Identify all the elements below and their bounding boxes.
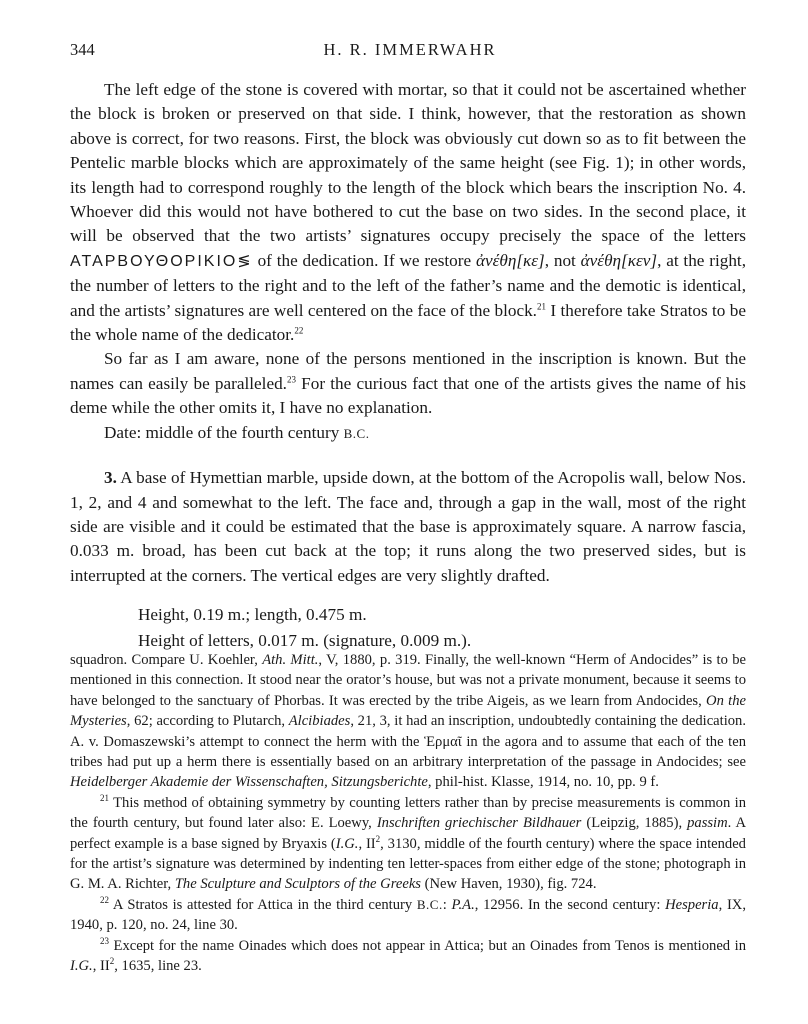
page-number: 344 [70, 40, 95, 59]
greek-restoration-2: ἀνέθη[κεν] [580, 250, 658, 270]
footnote-23: $^{23}$ Except for the name Oinades which does not appear in Attica; but an Oinades from Tenos is mentioned in I.G., $II^2$, 1635, line 23. [70, 935, 746, 975]
footnote-22: $^{22}$ A Stratos is attested for Attica in the third century B.C.: P.A., 12956. In the second century: Hesperia, IX, 1940, p. 120, no. 24, line 30. [70, 895, 746, 934]
paragraph-persons: So far as I am aware, none of the persons mentioned in the inscription is known. But the names can easily be paralleled.$^{23}$ For the curious fact that one of the artists gives the name of his deme while the other omits it, I have no explanation. [70, 349, 746, 418]
running-head-author: H. R. IMMERWAHR [323, 40, 497, 59]
footnote-number: 22 [100, 895, 109, 906]
footnotes [70, 650, 746, 977]
footnote-ref-23[interactable]: 23 [286, 374, 296, 385]
inscription-letters: ΑΤΑΡΒΟΥΘΟΡΙΚΙΟ≶ [70, 252, 253, 270]
measurement-dimensions: Height, 0.19 m.; length, 0.475 m. [138, 605, 367, 625]
footnote-ref-21[interactable]: 21 [536, 300, 546, 311]
main-text [70, 78, 746, 654]
footnote-21: $^{21}$ This method of obtaining symmetry by counting letters rather than by precise measurements is common in the fourth century, but found later also: E. Loewy, Inschriften griechischer Bildhauer (Leipzig, 1885), passim. A perfect example is a base signed by Bryaxis (I.G., $II^2$, 3130, middle of the fourth century) where the space intended for the artist’s signature was determined by indenting ten letter-spaces from either edge of the stone; photograph in G. M. A. Richter, The Sculpture and Sculptors of the Greeks (New Haven, 1930), fig. 724. [70, 792, 747, 893]
date-line: Date: middle of the fourth century B.C. [104, 422, 370, 442]
item-number: 3. [104, 468, 117, 488]
paragraph-item-3: 3. A base of Hymettian marble, upside down, at the bottom of the Acropolis wall, below Nos. 1, 2, and 4 and somewhat to the left. The face and, through a gap in the wall, most of the right side are visible and it could be estimated that the base is approximately square. A narrow fascia, 0.033 m. broad, has been cut back at the top; it runs along the two preserved sides, but is interrupted at the corners. The vertical edges are very slightly drafted. [70, 468, 746, 585]
measurement-letters: Height of letters, 0.017 m. (signature, 0.009 m.). [138, 631, 472, 651]
footnote-number: 21 [100, 792, 109, 803]
footnote-continuation: squadron. Compare U. Koehler, Ath. Mitt., V, 1880, p. 319. Finally, the well-known “Herm of Andocides” is to be mentioned in this connection. It stood near the orator’s house, but was not a private monument, because it seems to have belonged to the sanctuary of Phorbas. It was erected by the tribe Aigeis, as we learn from Andocides, On the Mysteries, 62; according to Plutarch, Alcibiades, 21, 3, it had an inscription, undoubtedly containing the dedication. A. v. Domaszewski’s attempt to connect the herm with the Ἑρμαῖ in the agora and to assume that each of the ten tribes had put up a herm there is essentially based on an arbitrary interpretation of the passage in Andocides; see Heidelberger Akademie der Wissenschaften, Sitzungsberichte, phil-hist. Klasse, 1914, no. 10, pp. 9 f. [70, 652, 746, 791]
paragraph-restoration: The left edge of the stone is covered with mortar, so that it could not be ascertained whether the block is broken or preserved on that side. I think, however, that the restoration as shown above is correct, for two reasons. First, the block was obviously cut down so as to fit between the Pentelic marble blocks which are approximately of the same height (see Fig. 1); in other words, its length had to correspond roughly to the length of the block which bears the inscription No. 4. Whoever did this would not have bothered to cut the base on two sides. In the second place, it will be observed that the two artists’ signatures occupy precisely the space of the letters ΑΤΑΡΒΟΥΘΟΡΙΚΙΟ≶ of the dedication. If we restore ἀνέθη[κε], not ἀνέθη[κεν], at the right, the number of letters to the right and to the left of the father’s name and the demotic is identical, and the artists’ signatures are well centered on the face of the block.$^{21}$ I therefore take Stratos to be the whole name of the dedicator.$^{22}$ [70, 80, 746, 345]
footnote-number: 23 [100, 935, 109, 946]
greek-restoration-1: ἀνέθη[κε] [475, 250, 545, 270]
running-header [70, 40, 750, 66]
footnote-ref-22[interactable]: 22 [294, 325, 304, 336]
